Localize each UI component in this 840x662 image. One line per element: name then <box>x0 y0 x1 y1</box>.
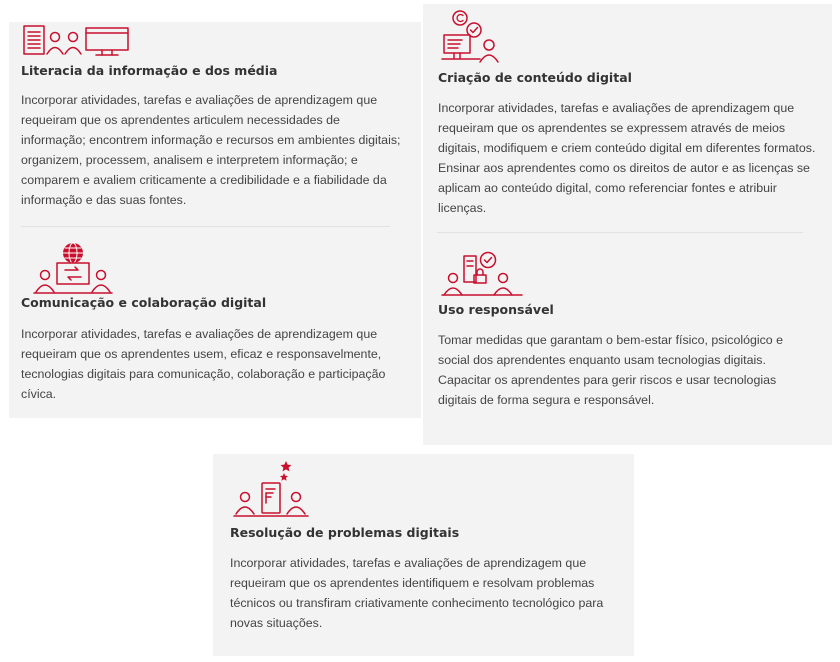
content-creation-icon <box>440 9 506 65</box>
divider <box>437 232 803 233</box>
section-title: Comunicação e colaboração digital <box>21 295 267 310</box>
section-title: Uso responsável <box>438 302 554 317</box>
section-body: Incorporar atividades, tarefas e avaliações de aprendizagem que requeiram que os aprendentes se expressem através de meios digitais, modifiquem e criem conteúdo digital em diferentes formatos. Ensinar aos aprendentes como os direitos de autor e as licenças se aplicam ao conteúdo digital, como referenciar fontes e atribuir licenças. <box>438 101 816 215</box>
section-title: Criação de conteúdo digital <box>438 70 632 85</box>
divider <box>21 226 390 227</box>
responsible-use-icon <box>442 251 526 297</box>
section-title: Literacia da informação e dos média <box>21 63 278 78</box>
section-body: Tomar medidas que garantam o bem-estar físico, psicológico e social dos aprendentes enquanto usam tecnologias digitais. Capacitar os aprendentes para gerir riscos e usar tecnologias digitais de forma segura e responsável. <box>438 333 784 407</box>
information-literacy-icon <box>22 24 132 60</box>
section-title: Resolução de problemas digitais <box>230 525 460 540</box>
section-body: Incorporar atividades, tarefas e avaliações de aprendizagem que requeiram que os aprendentes usem, eficaz e responsavelmente, tecnologias digitais para comunicação, colaboração e participação cívica. <box>21 327 386 401</box>
section-body: Incorporar atividades, tarefas e avaliações de aprendizagem que requeiram que os aprendentes articulem necessidades de informação; encontrem informação e recursos em ambientes digitais; organizem, processem, analisem e interpretem informação; e comparem e avaliem criticamente a credibilidade e a fiabilidade da informação e das suas fontes. <box>21 93 401 207</box>
problem-solving-icon <box>232 459 312 521</box>
communication-collaboration-icon <box>34 242 114 296</box>
section-body: Incorporar atividades, tarefas e avaliações de aprendizagem que requeiram que os aprendentes identifiquem e resolvam problemas técnicos ou transfiram criativamente conhecimento tecnológico para novas situações. <box>230 556 604 630</box>
